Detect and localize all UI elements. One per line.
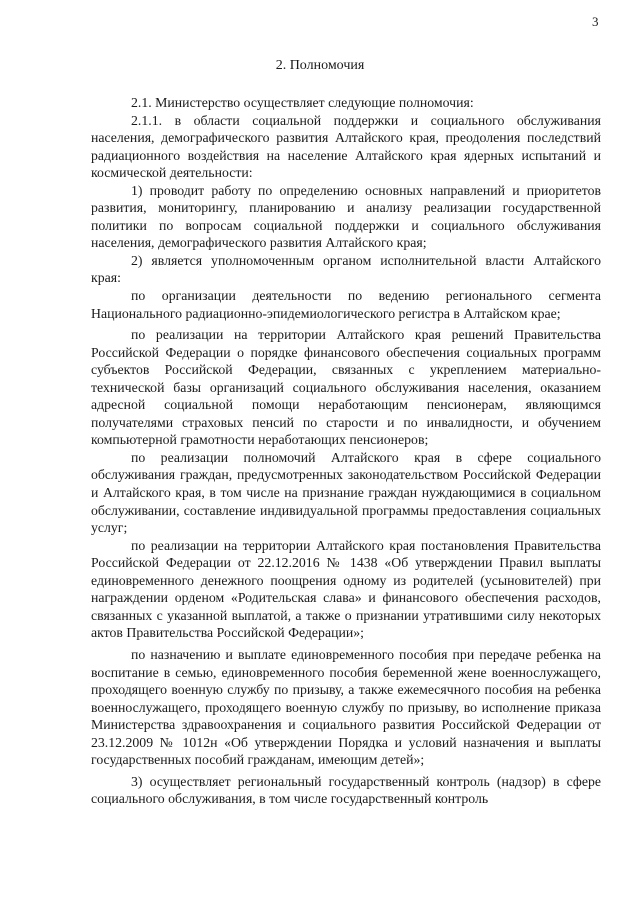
paragraph: 2.1.1. в области социальной поддержки и социального обслуживания населения, демографического развития Алтайского края, преодоления последствий радиационного воздействия на население Алтайского края ядерных испытаний и космической деятельности: [91, 112, 601, 181]
paragraph: 1) проводит работу по определению основных направлений и приоритетов развития, мониторингу, планированию и анализу реализации государственной политики по вопросам социальной поддержки и социального обслуживания населения, демографического развития Алтайского края; [91, 182, 601, 251]
paragraph: по реализации на территории Алтайского края решений Правительства Российской Федерации о порядке финансового обеспечения социальных программ субъектов Российской Федерации, связанных с укреплением материально-технической базы организаций социального обслуживания населения, оказанием адресной социальной помощи неработающим пенсионерам, являющимся получателями страховых пенсий по старости и по инвалидности, и обучением компьютерной грамотности неработающих пенсионеров; [91, 327, 601, 448]
section-title: 2. Полномочия [275, 58, 365, 73]
paragraph: по реализации на территории Алтайского края постановления Правительства Российской Федерации от 22.12.2016 № 1438 «Об утверждении Правил выплаты единовременного денежного поощрения одному из родителей (усыновителей) при награждении орденом «Родительская слава» и финансового обеспечения расходов, связанных с указанной выплатой, а также о признании утратившими силу некоторых актов Правительства Российской Федерации»; [91, 537, 601, 641]
paragraph: 3) осуществляет региональный государственный контроль (надзор) в сфере социального обслуживания, в том числе государственный контроль [91, 773, 601, 807]
page-number: 3 [592, 14, 599, 29]
paragraph: 2) является уполномоченным органом исполнительной власти Алтайского края: [91, 252, 601, 286]
paragraph: 2.1. Министерство осуществляет следующие полномочия: [131, 95, 474, 110]
paragraph: по назначению и выплате единовременного пособия при передаче ребенка на воспитание в семью, единовременного пособия беременной жене военнослужащего, проходящего военную службу по призыву, а также ежемесячного пособия на ребенка военнослужащего, проходящего военную службу по призыву, во исполнение приказа Министерства здравоохранения и социального развития Российской Федерации от 23.12.2009 № 1012н «Об утверждении Порядка и условий назначения и выплаты государственных пособий гражданам, имеющим детей»; [91, 646, 601, 768]
paragraph: по реализации полномочий Алтайского края в сфере социального обслуживания граждан, предусмотренных законодательством Российской Федерации и Алтайского края, в том числе на признание граждан нуждающимися в социальном обслуживании, составление индивидуальной программы предоставления социальных услуг; [91, 449, 601, 536]
paragraph: по организации деятельности по ведению регионального сегмента Национального радиационно-эпидемиологического регистра в Алтайском крае; [91, 288, 601, 321]
document-body [91, 94, 601, 808]
